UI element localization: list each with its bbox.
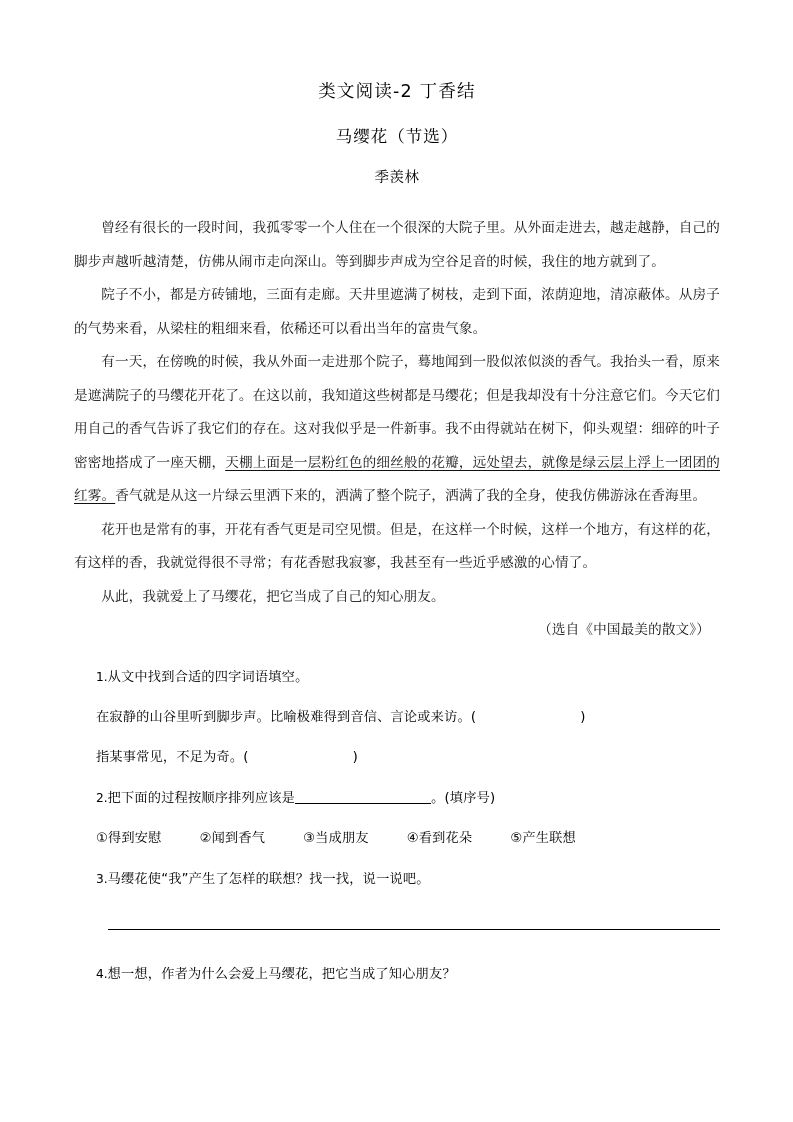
article-subtitle: 马缨花（节选）: [335, 126, 459, 146]
passage-paragraph-with-underline: [74, 346, 720, 514]
option-item[interactable]: ④看到花朵: [406, 830, 473, 846]
question-3-number: 3.: [96, 871, 108, 886]
question-4-number: 4.: [96, 966, 108, 981]
paragraph-text-after: 香气就是从这一片绿云里洒下来的，洒满了整个院子，洒满了我的全身，使我仿佛游泳在香海里。: [115, 488, 707, 505]
question-1-blank-a[interactable]: [74, 698, 720, 738]
question-1: [74, 657, 720, 698]
answer-rule-gap: [74, 930, 720, 954]
page-title: 类文阅读-2 丁香结: [318, 82, 476, 102]
question-1-blank-a-text: 在寂静的山谷里听到脚步声。比喻极难得到音信、言论或来访。(: [96, 709, 477, 725]
question-1-blank-b-text: 指某事常见，不足为奇。(: [96, 749, 249, 765]
question-2-number: 2.: [96, 790, 108, 805]
question-4: [74, 954, 720, 995]
question-4-text: 想一想，作者为什么会爱上马缨花，把它当成了知心朋友？: [107, 966, 456, 982]
passage-paragraph: 花开也是常有的事，开花有香气更是司空见惯。但是，在这样一个时候，这样一个地方，有这样的花，有这样的香，我就觉得很不寻常；有花香慰我寂寥，我甚至有一些近乎感激的心情了。: [74, 521, 720, 572]
article-author: 季羡林: [374, 170, 420, 187]
option-item[interactable]: ①得到安慰: [96, 830, 162, 846]
underlined-sentence: 天棚上面是一层粉红色的细丝般的花瓣，远处望去，就像是绿云层上浮上一团团的红雾。: [74, 454, 720, 505]
passage-paragraph: 院子不小，都是方砖铺地，三面有走廊。天井里遮满了树枝，走到下面，浓荫迎地，清凉蔽体。从房子的气势来看，从梁柱的粗细来看，依稀还可以看出当年的富贵气象。: [74, 287, 720, 337]
question-1-blank-a-close: ): [580, 709, 586, 725]
page-content: [74, 0, 720, 995]
question-2-text-after: 。(填序号): [431, 790, 496, 806]
question-1-blank-b[interactable]: [74, 738, 720, 778]
answer-space-question-3[interactable]: [74, 900, 720, 929]
question-2-options: [74, 819, 720, 859]
question-3: [74, 859, 720, 900]
paragraph-text-before: 有一天，在傍晚的时候，我从外面一走进那个院子，蓦地闻到一股似浓似淡的香气。我抬头一看，原来是遮满院子的马缨花开花了。在这以前，我知道这些树都是马缨花；但是我却没有十分注意它们。今天它们用自己的香气告诉了我它们的存在。这对我似乎是一件新事。我不由得就站在树下，仰头观望：细碎的叶子密密地搭成了一座天棚，: [74, 354, 720, 471]
question-1-number: 1.: [96, 669, 108, 684]
option-item[interactable]: ⑤产生联想: [510, 830, 576, 846]
passage-source-attribution: （选自《中国最美的散文》）: [538, 622, 710, 639]
question-2-text-before: 把下面的过程按顺序排列应该是: [107, 790, 296, 806]
questions-section: [74, 648, 720, 995]
question-1-blank-b-close: ): [352, 749, 358, 765]
question-2: [74, 778, 720, 819]
option-item[interactable]: ③当成朋友: [303, 830, 369, 846]
question-2-answer-blank[interactable]: [295, 789, 431, 803]
question-3-text: 马缨花使“我”产生了怎样的联想？找一找，说一说吧。: [107, 871, 430, 887]
option-item[interactable]: ②闻到香气: [199, 830, 266, 846]
passage-paragraph: 曾经有很长的一段时间，我孤零零一个人住在一个很深的大院子里。从外面走进去，越走越静，自己的脚步声越听越清楚，仿佛从闹市走向深山。等到脚步声成为空谷足音的时候，我住的地方就到了。: [74, 220, 720, 270]
reading-passage: [74, 188, 720, 648]
passage-paragraph: 从此，我就爱上了马缨花，把它当成了自己的知心朋友。: [101, 588, 445, 605]
question-1-text: 从文中找到合适的四字词语填空。: [107, 669, 309, 685]
